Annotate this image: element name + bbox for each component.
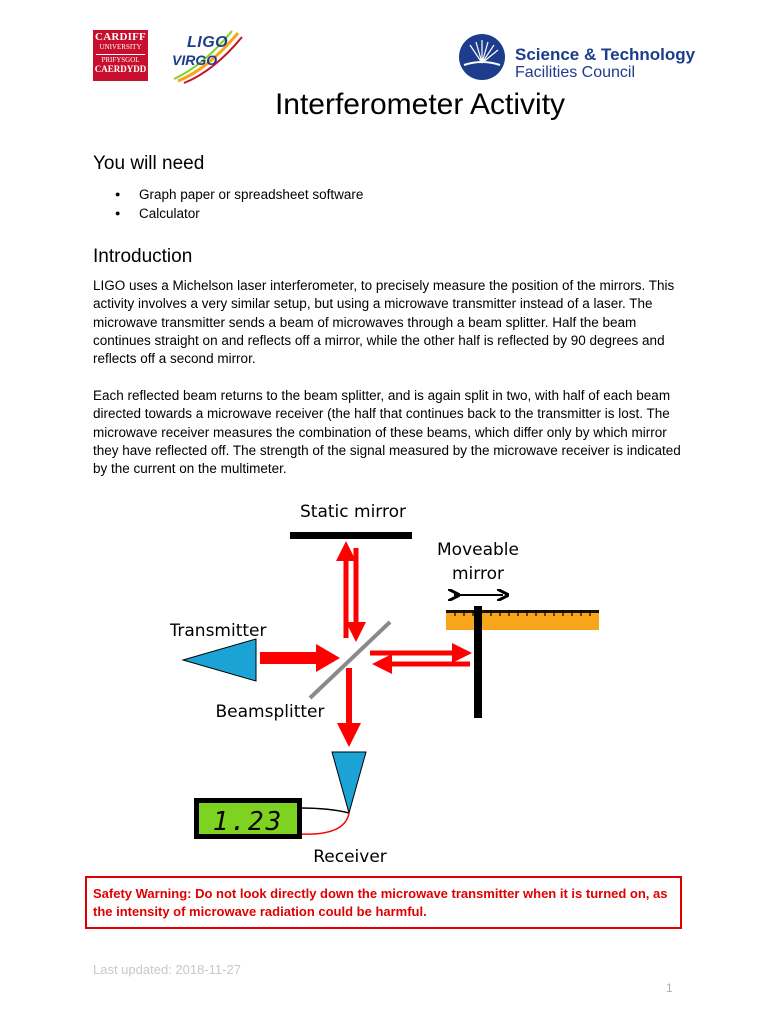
moveable-mirror-label-line1: Moveable: [437, 540, 519, 560]
page-number: 1: [666, 981, 673, 995]
logo-text: PRIFYSGOL: [101, 56, 140, 64]
page-title: Interferometer Activity: [274, 88, 566, 121]
beam-transmitter-arrowhead: [316, 644, 340, 672]
receiver-wire-red: [300, 813, 349, 834]
receiver-wire-black: [300, 808, 349, 813]
logo-text: Facilities Council: [515, 64, 636, 81]
last-updated: Last updated: 2018-11-27: [93, 962, 241, 977]
ligo-virgo-logo: [168, 29, 244, 87]
list-item: ● Calculator: [93, 204, 363, 223]
multimeter-reading: 1.23: [212, 807, 284, 837]
moveable-mirror: [474, 606, 482, 718]
stfc-logo: [458, 33, 696, 81]
intro-paragraph-2: Each reflected beam returns to the beam splitter, and is again split in two, with half of each beam directed towards a microwave receiver (the half that continues back to the transmitter is lost. The microwave receiver measures the combination of these beams, which differ only by which mirror they have reflected off. The strength of the signal measured by the microwave receiver is indicated by the current on the multimeter.: [93, 388, 681, 477]
safety-warning: Safety Warning: Do not look directly down the microwave transmitter when it is turned on, as the intensity of microwave radiation could be harmful.: [85, 876, 682, 929]
requirements-list: [93, 185, 363, 223]
intro-paragraph-1: LIGO uses a Michelson laser interferometer, to precisely measure the position of the mirrors. This activity involves a very similar setup, but using a microwave transmitter instead of a laser. The microwave transmitter sends a beam of microwaves through a beam splitter. Half the beam continues straight on and reflects off a mirror, while the other half is reflected by 90 degrees and reflects off a second mirror.: [93, 278, 675, 367]
interferometer-diagram: [170, 495, 610, 870]
moveable-mirror-label-line2: mirror: [452, 564, 504, 584]
section-heading-you-will-need: You will need: [93, 153, 205, 174]
static-mirror-label: Static mirror: [300, 502, 406, 522]
logo-text: CARDIFF: [95, 31, 146, 43]
static-mirror: [290, 532, 412, 539]
transmitter-horn: [183, 639, 256, 681]
logo-text: VIRGO: [172, 52, 218, 68]
receiver-horn: [332, 752, 366, 813]
beamsplitter-label: Beamsplitter: [215, 702, 325, 722]
stfc-sunburst-icon: [458, 33, 506, 81]
cardiff-university-logo: [93, 30, 148, 81]
logo-text: CAERDYDD: [94, 64, 147, 74]
list-item: ● Graph paper or spreadsheet software: [93, 185, 363, 204]
transmitter-label: Transmitter: [170, 621, 267, 641]
logo-text: Science & Technology: [515, 45, 696, 64]
logo-text: LIGO: [187, 34, 229, 51]
section-heading-introduction: Introduction: [93, 246, 193, 267]
logo-text: UNIVERSITY: [99, 43, 142, 51]
receiver-label: Receiver: [313, 847, 387, 867]
